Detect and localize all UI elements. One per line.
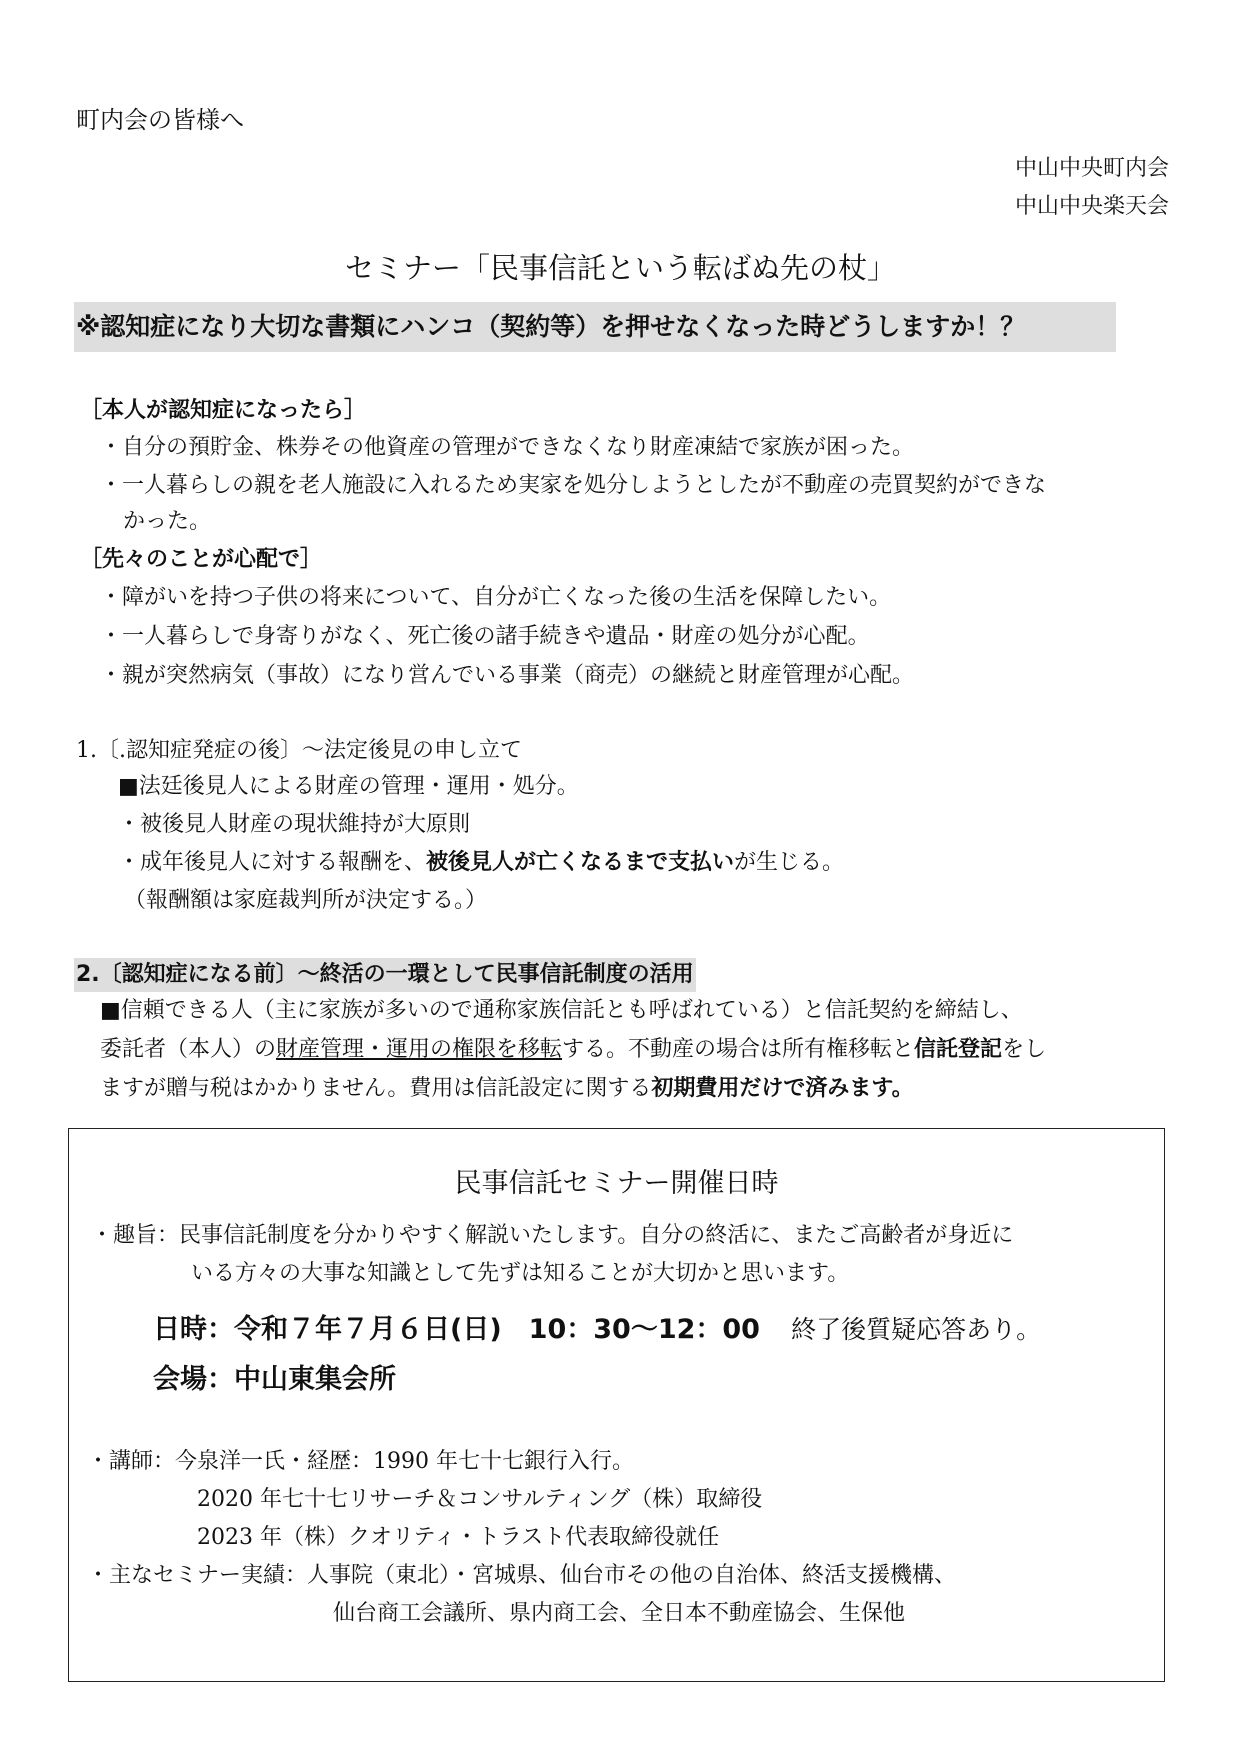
- item2-text: 委託者（本人）の: [100, 1037, 277, 1062]
- item2-heading: 2.〔認知症になる前〕～終活の一環として民事信託制度の活用: [74, 958, 696, 992]
- seminar-purpose: ・趣旨：民事信託制度を分かりやすく解説いたします。自分の終活に、またご高齢者が身近に: [91, 1223, 1014, 1248]
- item2-bold-text: 初期費用だけで済みます。: [651, 1076, 914, 1101]
- lecturer-career: 2020 年七十七リサーチ＆コンサルティング（株）取締役: [197, 1487, 763, 1512]
- list-item: ・一人暮らしの親を老人施設に入れるため実家を処分しようとしたが不動産の売買契約ができな: [100, 473, 1047, 498]
- seminar-box-title: 民事信託セミナー開催日時: [454, 1168, 779, 1199]
- page-title: セミナー「民事信託という転ばぬ先の杖」: [344, 251, 896, 285]
- item2-paragraph-line: [100, 1035, 1046, 1065]
- item2-text: ますが贈与税はかかりません。費用は信託設定に関する: [100, 1076, 652, 1101]
- item1-fee-post: が生じる。: [734, 850, 845, 875]
- seminar-datetime-row: [153, 1307, 1041, 1346]
- item2-paragraph-line: [100, 1074, 914, 1104]
- list-item: ・一人暮らしで身寄りがなく、死亡後の諸手続きや遺品・財産の処分が心配。: [100, 624, 870, 649]
- item1-line: ・被後見人財産の現状維持が大原則: [118, 812, 471, 837]
- section-heading-future: ［先々のことが心配で］: [80, 547, 323, 572]
- item2-text: をし: [1002, 1037, 1047, 1062]
- seminar-venue: 会場：中山東集会所: [153, 1364, 396, 1395]
- greeting: 町内会の皆様へ: [76, 106, 244, 134]
- list-item-continuation: かった。: [123, 509, 212, 534]
- lecturer-info: ・講師：今泉洋一氏・経歴：1990 年七十七銀行入行。: [87, 1449, 634, 1474]
- item2-paragraph-line: ■信頼できる人（主に家族が多いので通称家族信託とも呼ばれている）と信託契約を締結し、: [100, 998, 1023, 1023]
- list-item: ・自分の預貯金、株券その他資産の管理ができなくなり財産凍結で家族が困った。: [100, 435, 915, 460]
- seminar-qa-note: 終了後質疑応答あり。: [791, 1315, 1042, 1344]
- seminar-info-box: [68, 1128, 1165, 1682]
- item1-line: ■法廷後見人による財産の管理・運用・処分。: [118, 774, 579, 799]
- list-item: ・親が突然病気（事故）になり営んでいる事業（商売）の継続と財産管理が心配。: [100, 663, 915, 688]
- item1-note: （報酬額は家庭裁判所が決定する。）: [124, 888, 488, 913]
- lecturer-career: 2023 年（株）クオリティ・トラスト代表取締役就任: [197, 1525, 720, 1550]
- organizer-2: 中山中央楽天会: [1014, 194, 1169, 219]
- seminar-datetime: 日時：令和７年７月６日(日) 10：30～12：00: [153, 1314, 760, 1345]
- item1-fee-pre: ・成年後見人に対する報酬を、: [118, 850, 427, 875]
- subtitle-banner: ※認知症になり大切な書類にハンコ（契約等）を押せなくなった時どうしますか！？: [74, 302, 1116, 352]
- seminar-record-continuation: 仙台商工会議所、県内商工会、全日本不動産協会、生保他: [333, 1601, 906, 1626]
- item2-text: する。不動産の場合は所有権移転と: [562, 1037, 915, 1062]
- item1-fee-bold: 被後見人が亡くなるまで支払い: [426, 850, 735, 875]
- seminar-purpose-continuation: いる方々の大事な知識として先ずは知ることが大切かと思います。: [191, 1261, 850, 1286]
- list-item: ・障がいを持つ子供の将来について、自分が亡くなった後の生活を保障したい。: [100, 585, 892, 610]
- section-heading-dementia: ［本人が認知症になったら］: [80, 398, 367, 423]
- item1-line-fee: [118, 848, 844, 878]
- organizer-1: 中山中央町内会: [1014, 156, 1169, 181]
- item2-bold-text: 信託登記: [914, 1037, 1003, 1062]
- seminar-record: ・主なセミナー実績：人事院（東北）・宮城県、仙台市その他の自治体、終活支援機構、: [87, 1563, 957, 1588]
- item1-heading: 1.〔.認知症発症の後〕～法定後見の申し立て: [76, 738, 522, 763]
- item2-underlined-text: 財産管理・運用の権限を移転: [276, 1037, 563, 1062]
